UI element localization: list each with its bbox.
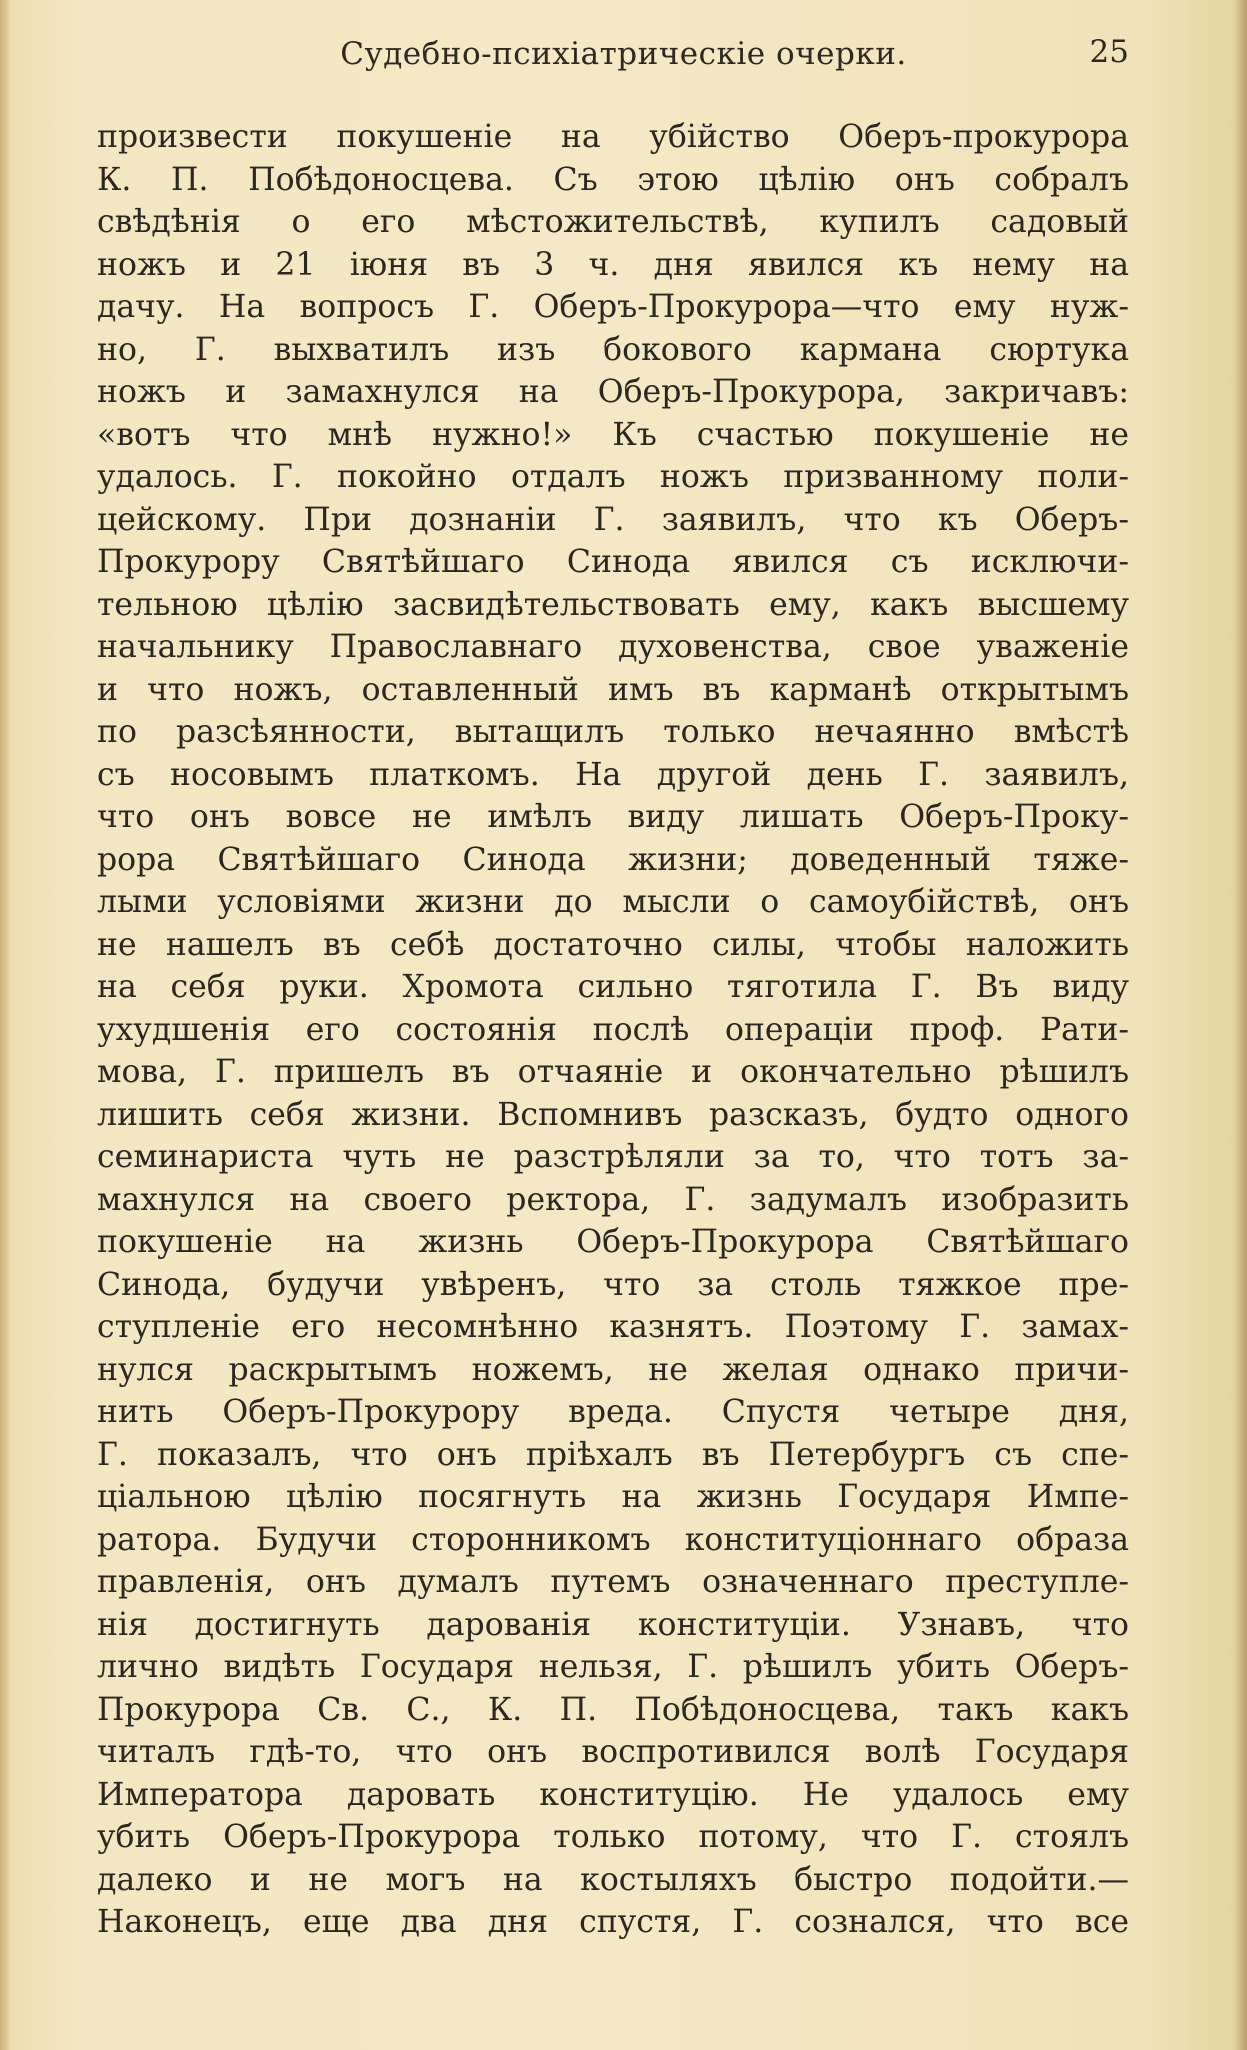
text-line: правленія, онъ думалъ путемъ означеннаго преступле- xyxy=(97,1564,1129,1600)
text-line: ратора. Будучи сторонникомъ конституціоннаго образа xyxy=(97,1521,1129,1558)
text-line: ухудшенія его состоянія послѣ операціи проф. Рати- xyxy=(97,1011,1129,1048)
text-line: ціальною цѣлію посягнуть на жизнь Государя Импе- xyxy=(97,1479,1129,1515)
page-left-edge xyxy=(0,0,10,2050)
text-line: Наконецъ, еще два дня спустя, Г. сознался, что все xyxy=(97,1904,1129,1940)
text-line: тельною цѣлію засвидѣтельствовать ему, какъ высшему xyxy=(97,586,1129,623)
text-line: Прокурора Св. С., К. П. Побѣдоносцева, такъ какъ xyxy=(97,1691,1129,1728)
text-line: лишить себя жизни. Вспомнивъ разсказъ, будто одного xyxy=(97,1096,1129,1133)
page-right-edge xyxy=(1233,0,1247,2050)
text-line: нія достигнуть дарованія конституціи. Узнавъ, что xyxy=(97,1606,1129,1643)
text-line: ступленіе его несомнѣнно казнятъ. Поэтому Г. замах- xyxy=(97,1309,1129,1345)
text-line: нить Оберъ-Прокурору вреда. Спустя четыре дня, xyxy=(97,1394,1129,1430)
text-line: произвести покушеніе на убійство Оберъ-прокурора xyxy=(97,119,1129,155)
text-line: Императора даровать конституцію. Не удалось ему xyxy=(97,1776,1129,1813)
text-line: Прокурору Святѣйшаго Синода явился съ исключи- xyxy=(97,544,1129,580)
text-line: не нашелъ въ себѣ достаточно силы, чтобы наложить xyxy=(97,926,1129,963)
text-line: начальнику Православнаго духовенства, свое уваженіе xyxy=(97,629,1129,665)
text-line: Г. показалъ, что онъ пріѣхалъ въ Петербургъ съ спе- xyxy=(97,1436,1129,1473)
text-line: рора Святѣйшаго Синода жизни; доведенный тяже- xyxy=(97,841,1129,878)
text-line: лично видѣть Государя нельзя, Г. рѣшилъ убить Оберъ- xyxy=(97,1649,1129,1685)
text-line: но, Г. выхватилъ изъ бокового кармана сюртука xyxy=(97,331,1129,368)
text-line: ножъ и замахнулся на Оберъ-Прокурора, закричавъ: xyxy=(97,374,1129,410)
text-line: ножъ и 21 іюня въ 3 ч. дня явился къ нему на xyxy=(97,246,1129,283)
text-line: съ носовымъ платкомъ. На другой день Г. заявилъ, xyxy=(97,756,1129,793)
text-line: убить Оберъ-Прокурора только потому, что Г. стоялъ xyxy=(97,1819,1129,1855)
text-line: покушеніе на жизнь Оберъ-Прокурора Святѣйшаго xyxy=(97,1224,1129,1260)
text-line: дачу. На вопросъ Г. Оберъ-Прокурора—что ему нуж- xyxy=(97,289,1129,325)
text-line: на себя руки. Хромота сильно тяготила Г. Въ виду xyxy=(97,969,1129,1005)
text-line: свѣдѣнія о его мѣстожительствѣ, купилъ садовый xyxy=(97,204,1129,240)
text-line: и что ножъ, оставленный имъ въ карманѣ открытымъ xyxy=(97,671,1129,708)
text-line: цейскому. При дознаніи Г. заявилъ, что къ Оберъ- xyxy=(97,501,1129,538)
text-line: мова, Г. пришелъ въ отчаяніе и окончательно рѣшилъ xyxy=(97,1054,1129,1090)
text-line: по разсѣянности, вытащилъ только нечаянно вмѣстѣ xyxy=(97,714,1129,750)
text-line: удалось. Г. покойно отдалъ ножъ призванному поли- xyxy=(97,459,1129,495)
page-number: 25 xyxy=(1089,34,1129,70)
text-line: Синода, будучи увѣренъ, что за столь тяжкое пре- xyxy=(97,1266,1129,1303)
text-line: лыми условіями жизни до мысли о самоубійствѣ, онъ xyxy=(97,884,1129,920)
text-line: «вотъ что мнѣ нужно!» Къ счастью покушеніе не xyxy=(97,416,1129,453)
text-line: К. П. Побѣдоносцева. Съ этою цѣлію онъ собралъ xyxy=(97,161,1129,198)
running-header xyxy=(0,36,1247,86)
text-line: махнулся на своего ректора, Г. задумалъ изобразить xyxy=(97,1181,1129,1218)
text-line: нулся раскрытымъ ножемъ, не желая однако причи- xyxy=(97,1351,1129,1388)
text-line: что онъ вовсе не имѣлъ виду лишать Оберъ-Проку- xyxy=(97,799,1129,835)
text-line: читалъ гдѣ-то, что онъ воспротивился волѣ Государя xyxy=(97,1734,1129,1770)
body-text xyxy=(97,116,1129,1944)
running-title: Судебно-психіатрическіе очерки. xyxy=(340,36,907,72)
text-line: семинариста чуть не разстрѣляли за то, что тотъ за- xyxy=(97,1139,1129,1175)
text-line: далеко и не могъ на костыляхъ быстро подойти.— xyxy=(97,1861,1129,1898)
